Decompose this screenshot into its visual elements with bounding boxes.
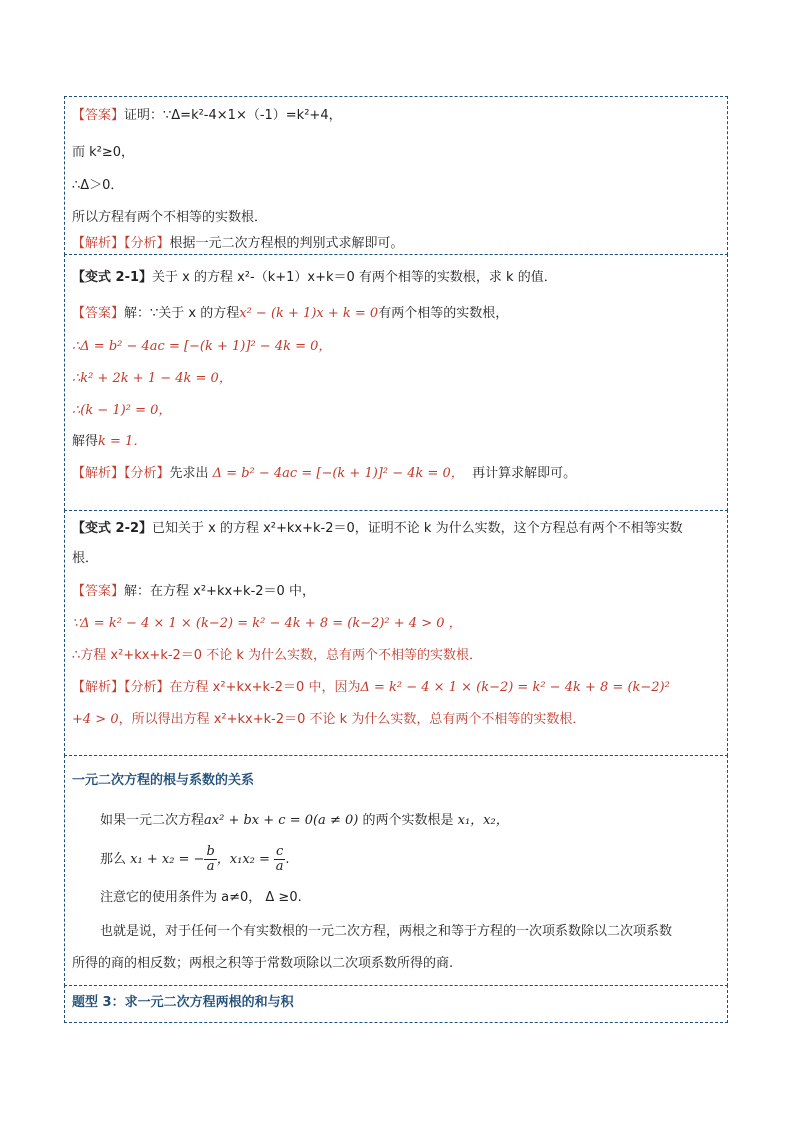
analysis-tag: 【解析】【分析】	[72, 680, 170, 695]
answer-line	[72, 306, 508, 322]
section-heading: 一元二次方程的根与系数的关系	[72, 773, 255, 788]
paragraph-4: 也就是说，对于任何一个有实数根的一元二次方程，两根之和等于方程的一次项系数除以二次项系数	[100, 924, 673, 939]
analysis-line-2	[72, 712, 585, 728]
question-line	[72, 521, 683, 537]
question-line-2: 根．	[72, 551, 99, 566]
analysis-line	[72, 236, 404, 252]
question-tag: 【变式 2-2】	[72, 521, 153, 536]
step-2: ∴k² + 2k + 1 − 4k = 0，	[72, 371, 232, 386]
analysis-prefix: 先求出	[169, 466, 209, 481]
topic-heading: 题型 3：求一元二次方程两根的和与积	[72, 995, 294, 1010]
analysis-tail: 再计算求解即可。	[472, 466, 577, 481]
numerator: b	[206, 844, 215, 859]
p2-sum: x₁ + x₂ = −	[130, 852, 205, 867]
answer-text: 证明：∵Δ=k²-4×1×（-1）=k²+4，	[124, 108, 342, 123]
answer-text: 解：在方程 x²+kx+k-2＝0 中，	[124, 584, 315, 599]
step-1: ∴Δ = b² − 4ac = [−(k + 1)]² − 4k = 0，	[72, 339, 332, 354]
analysis-text-2: ，所以得出方程 x²+kx+k-2＝0 不论 k 为什么实数，总有两个不相等的实数根．	[118, 712, 586, 727]
text-line: 所以方程有两个不相等的实数根．	[72, 210, 268, 225]
analysis-tag: 【解析】【分析】	[72, 236, 170, 251]
analysis-line	[72, 680, 670, 696]
p2-prefix: 那么	[100, 852, 127, 867]
answer-tag: 【答案】	[72, 108, 125, 123]
analysis-equation-2: +4 > 0	[72, 712, 119, 727]
equation: x² − (k + 1)x + k = 0	[239, 306, 379, 321]
answer-tag: 【答案】	[72, 306, 125, 321]
question-tag: 【变式 2-1】	[72, 270, 153, 285]
paragraph-1	[100, 813, 509, 829]
answer-tail: 有两个相等的实数根，	[378, 306, 509, 321]
p1-equation: ax² + bx + c = 0(a ≠ 0)	[204, 813, 359, 828]
analysis-line	[72, 466, 576, 482]
step-4-equation: k = 1．	[98, 434, 147, 449]
text-line: 而 k²≥0，	[72, 145, 135, 160]
paragraph-2	[100, 845, 289, 875]
p1-mid: 的两个实数根是	[362, 813, 454, 828]
fraction-c-over-a	[274, 845, 285, 874]
denominator: a	[206, 859, 215, 874]
question-line	[72, 270, 557, 286]
step-4-prefix: 解得	[72, 434, 99, 449]
analysis-equation: Δ = b² − 4ac = [−(k + 1)]² − 4k = 0，	[212, 466, 464, 481]
step-1: ∵Δ = k² − 4 × 1 × (k−2) = k² − 4k + 8 = (k−2)² + 4 > 0 ，	[72, 616, 462, 631]
answer-text: 解：∵关于 x 的方程	[124, 306, 240, 321]
analysis-tag: 【解析】【分析】	[72, 466, 170, 481]
answer-line	[72, 108, 342, 124]
paragraph-3: 注意它的使用条件为 a≠0， Δ ≥0.	[100, 890, 302, 905]
analysis-equation: Δ = k² − 4 × 1 × (k−2) = k² − 4k + 8 = (k−2)²	[360, 680, 670, 695]
step-2: ∴方程 x²+kx+k-2＝0 不论 k 为什么实数，总有两个不相等的实数根．	[72, 648, 483, 663]
step-4	[72, 434, 146, 450]
fraction-b-over-a	[204, 845, 216, 874]
analysis-text: 根据一元二次方程根的判别式求解即可。	[169, 236, 404, 251]
p2-end: .	[285, 852, 290, 867]
question-text: 关于 x 的方程 x²-（k+1）x+k＝0 有两个相等的实数根，求 k 的值．	[152, 270, 557, 285]
answer-line	[72, 584, 315, 600]
p1-prefix: 如果一元二次方程	[100, 813, 205, 828]
analysis-text: 在方程 x²+kx+k-2＝0 中，因为	[169, 680, 361, 695]
answer-tag: 【答案】	[72, 584, 125, 599]
text-line: ∴Δ＞0．	[72, 178, 124, 193]
p1-roots: x₁，x₂，	[457, 813, 509, 828]
step-3: ∴(k − 1)² = 0，	[72, 403, 172, 418]
paragraph-5: 所得的商的相反数；两根之积等于常数项除以二次项系数所得的商.	[72, 956, 454, 971]
numerator: c	[276, 844, 284, 859]
p2-product: ，x₁x₂ =	[216, 852, 270, 867]
denominator: a	[275, 859, 284, 874]
question-text: 已知关于 x 的方程 x²+kx+k-2＝0，证明不论 k 为什么实数，这个方程总有两个不相等实数	[152, 521, 683, 536]
